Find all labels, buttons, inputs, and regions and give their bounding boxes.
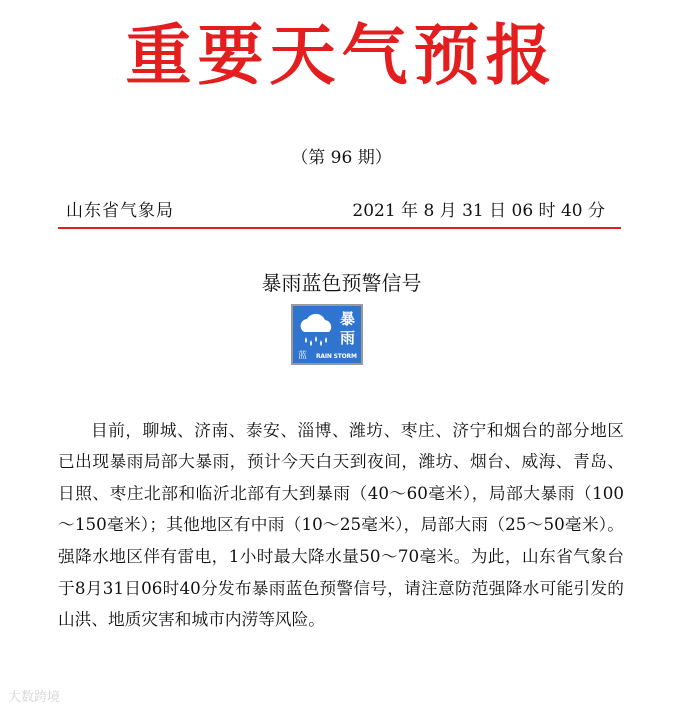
masthead-title: 重要天气预报 xyxy=(125,16,558,94)
badge-english-label: RAIN STORM xyxy=(316,353,357,360)
rainstorm-blue-signal-badge xyxy=(291,304,363,365)
watermark: 大数跨境 xyxy=(8,690,61,705)
badge-level: 蓝 xyxy=(298,351,308,361)
badge-char-1: 暴 xyxy=(340,310,356,328)
signal-title: 暴雨蓝色预警信号 xyxy=(261,271,422,295)
issue-number: （第 96 期） xyxy=(291,148,392,168)
issuing-bureau: 山东省气象局 xyxy=(66,201,174,221)
raincloud-icon xyxy=(296,310,336,348)
forecast-body-text: 目前，聊城、济南、泰安、淄博、潍坊、枣庄、济宁和烟台的部分地区已出现暴雨局部大暴雨，预计今天白天到夜间，潍坊、烟台、威海、青岛、日照、枣庄北部和临沂北部有大到暴雨（40～60毫米），局部大暴雨（100～150毫米）；其他地区有中雨（10～25毫米），局部大雨（25～50毫米）。强降水地区伴有雷电，1小时最大降水量50～70毫米。为此，山东省气象台于8月31日06时40分发布暴雨蓝色预警信号，请注意防范强降水可能引发的山洪、地质灾害和城市内涝等风险。 xyxy=(58,419,624,630)
red-divider xyxy=(58,227,621,229)
badge-char-2: 雨 xyxy=(340,329,356,347)
meta-row xyxy=(0,198,683,226)
issue-datetime: 2021 年 8 月 31 日 06 时 40 分 xyxy=(352,201,605,221)
